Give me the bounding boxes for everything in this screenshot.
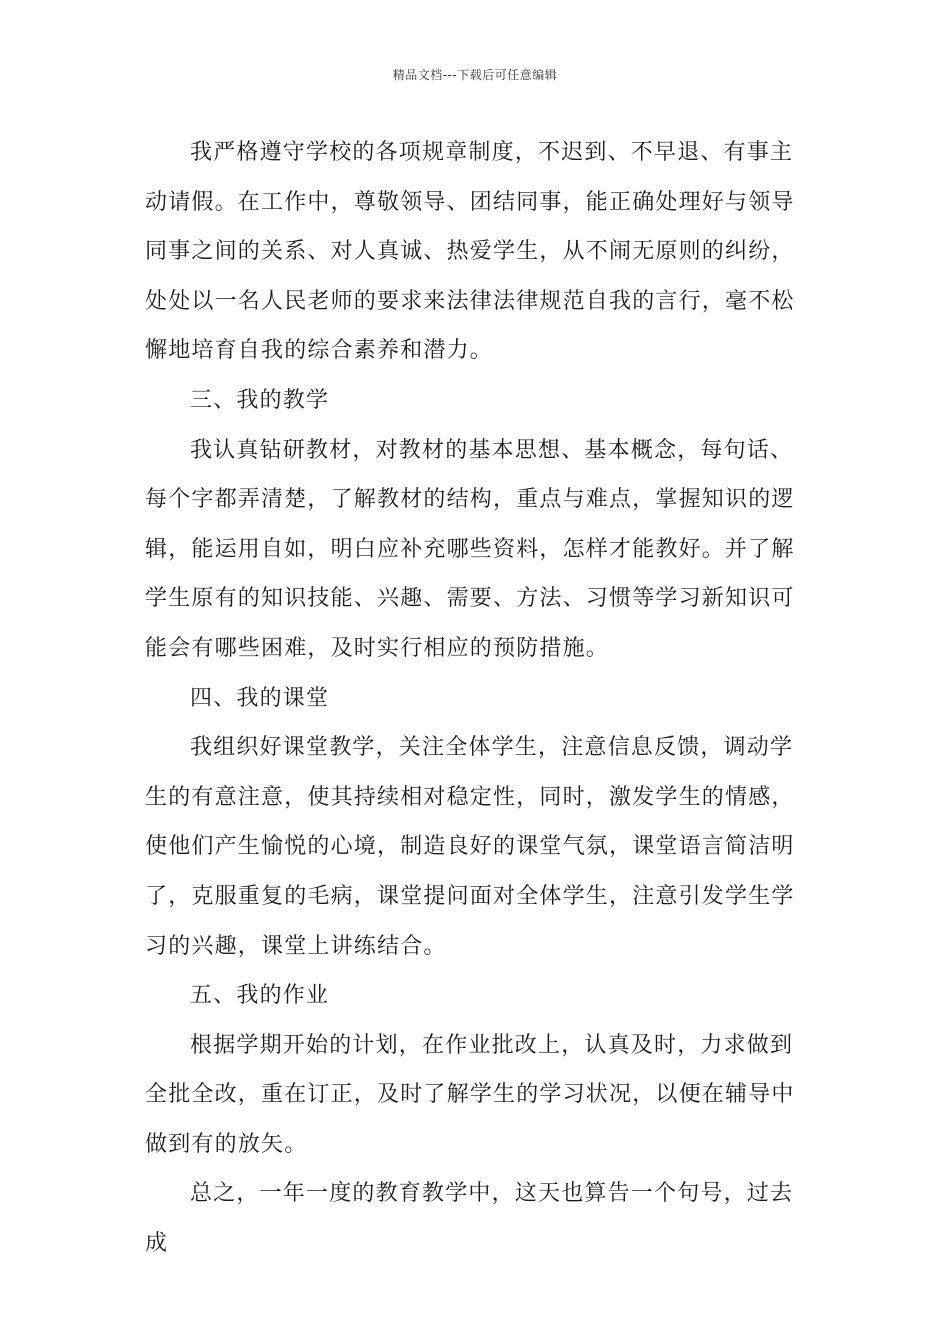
section-heading-classroom: 四、我的课堂: [190, 685, 330, 711]
page-header: 精品文档---下载后可任意编辑: [392, 68, 558, 82]
paragraph-summary: 总之，一年一度的教育教学中，这天也算告一个句号，过去成: [145, 1181, 794, 1257]
paragraph-classroom: 我组织好课堂教学，关注全体学生，注意信息反馈，调动学生的有意注意，使其持续相对稳定性，同时，激发学生的情感，使他们产生愉悦的心境，制造良好的课堂气氛，课堂语言简洁明了，克服重复的毛病，课堂提问面对全体学生，注意引发学生学习的兴趣，课堂上讲练结合。: [145, 735, 795, 959]
section-heading-teaching: 三、我的教学: [190, 387, 330, 413]
document-body: [145, 128, 815, 1269]
paragraph-homework: 根据学期开始的计划，在作业批改上，认真及时，力求做到全批全改，重在订正，及时了解学生的学习状况，以便在辅导中做到有的放矢。: [145, 1032, 795, 1157]
paragraph-teaching: 我认真钻研教材，对教材的基本思想、基本概念，每句话、每个字都弄清楚，了解教材的结构，重点与难点，掌握知识的逻辑，能运用自如，明白应补充哪些资料，怎样才能教好。并了解学生原有的知识技能、兴趣、需要、方法、习惯等学习新知识可能会有哪些困难，及时实行相应的预防措施。: [145, 437, 795, 661]
paragraph-conduct: 我严格遵守学校的各项规章制度，不迟到、不早退、有事主动请假。在工作中，尊敬领导、团结同事，能正确处理好与领导同事之间的关系、对人真诚、热爱学生，从不闹无原则的纠纷，处处以一名人民老师的要求来法律法律规范自我的言行，毫不松懈地培育自我的综合素养和潜力。: [145, 140, 795, 364]
section-heading-homework: 五、我的作业: [190, 983, 330, 1009]
